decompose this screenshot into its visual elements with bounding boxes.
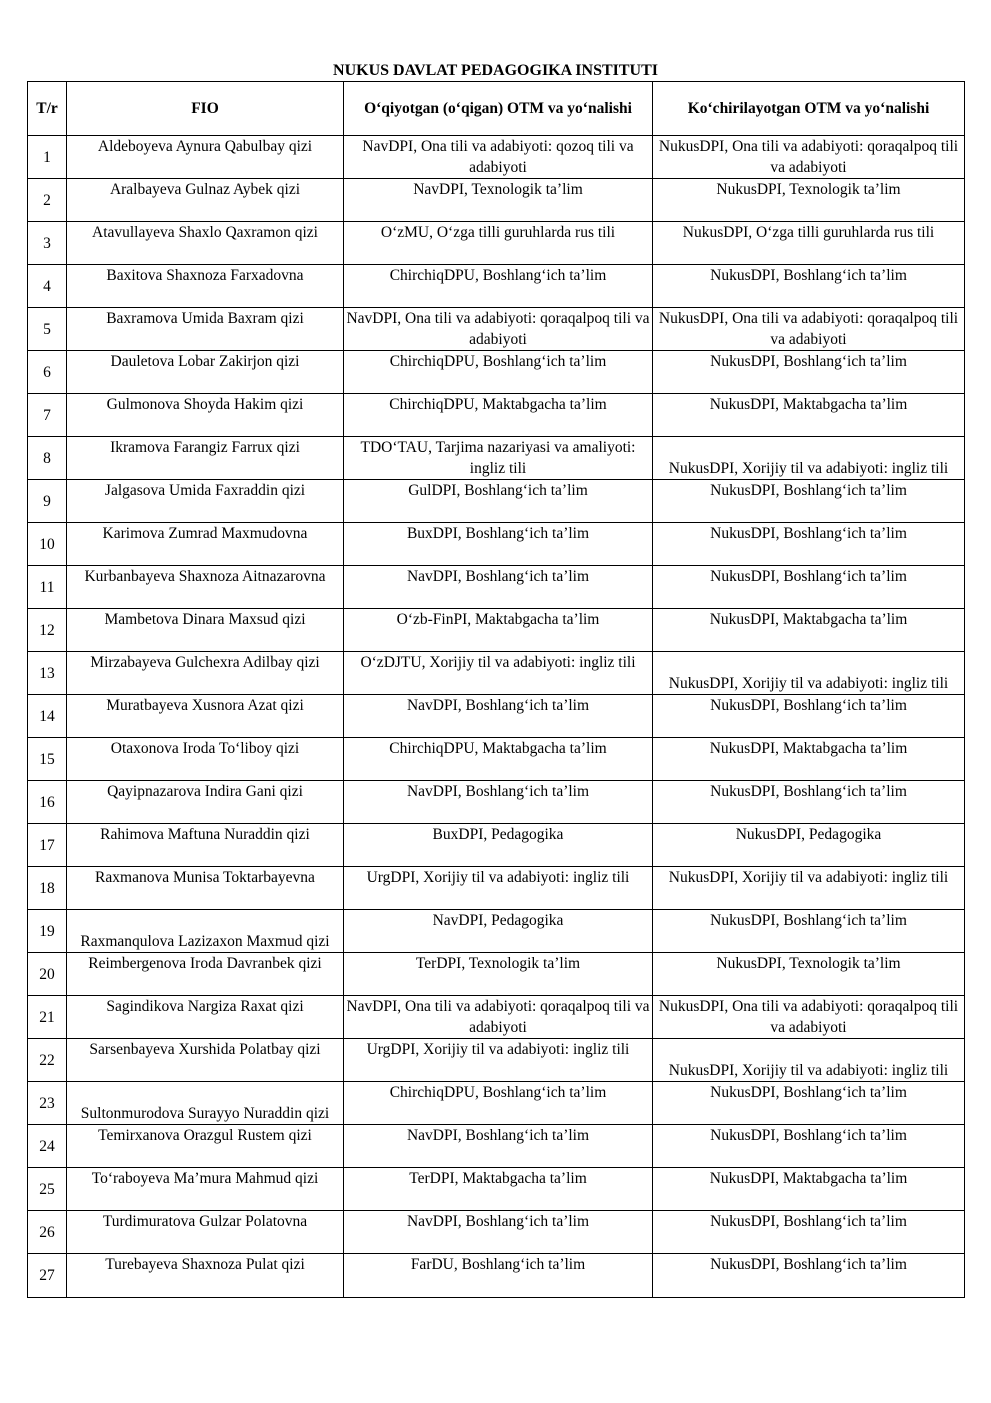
table-row — [28, 1254, 965, 1298]
row-number: 25 — [28, 1168, 67, 1211]
student-name: Atavullayeva Shaxlo Qaxramon qizi — [67, 222, 344, 265]
row-number: 23 — [28, 1082, 67, 1125]
target-university: NukusDPI, Texnologik ta’lim — [653, 179, 965, 222]
target-university: NukusDPI, Xorijiy til va adabiyoti: ingliz tili — [653, 867, 965, 910]
target-university: NukusDPI, Boshlang‘ich ta’lim — [653, 695, 965, 738]
student-name: Turdimuratova Gulzar Polatovna — [67, 1211, 344, 1254]
row-number: 13 — [28, 652, 67, 695]
header-current-university: O‘qiyotgan (o‘qigan) OTM va yo‘nalishi — [344, 82, 653, 136]
table-row — [28, 1125, 965, 1168]
table-row — [28, 351, 965, 394]
current-university: NavDPI, Boshlang‘ich ta’lim — [344, 566, 653, 609]
row-number: 15 — [28, 738, 67, 781]
target-university: NukusDPI, Boshlang‘ich ta’lim — [653, 910, 965, 953]
student-name: Sagindikova Nargiza Raxat qizi — [67, 996, 344, 1039]
student-name: Baxitova Shaxnoza Farxadovna — [67, 265, 344, 308]
target-university: NukusDPI, O‘zga tilli guruhlarda rus tili — [653, 222, 965, 265]
row-number: 14 — [28, 695, 67, 738]
target-university: NukusDPI, Boshlang‘ich ta’lim — [653, 1125, 965, 1168]
current-university: ChirchiqDPU, Maktabgacha ta’lim — [344, 738, 653, 781]
current-university: ChirchiqDPU, Boshlang‘ich ta’lim — [344, 265, 653, 308]
current-university: O‘zDJTU, Xorijiy til va adabiyoti: ingliz tili — [344, 652, 653, 695]
current-university: ChirchiqDPU, Boshlang‘ich ta’lim — [344, 351, 653, 394]
current-university: NavDPI, Boshlang‘ich ta’lim — [344, 781, 653, 824]
student-name: Rahimova Maftuna Nuraddin qizi — [67, 824, 344, 867]
current-university: UrgDPI, Xorijiy til va adabiyoti: ingliz tili — [344, 867, 653, 910]
student-name: Karimova Zumrad Maxmudovna — [67, 523, 344, 566]
current-university: FarDU, Boshlang‘ich ta’lim — [344, 1254, 653, 1298]
table-row — [28, 308, 965, 351]
row-number: 18 — [28, 867, 67, 910]
row-number: 2 — [28, 179, 67, 222]
current-university: NavDPI, Texnologik ta’lim — [344, 179, 653, 222]
student-name: Sarsenbayeva Xurshida Polatbay qizi — [67, 1039, 344, 1082]
student-name: Temirxanova Orazgul Rustem qizi — [67, 1125, 344, 1168]
target-university: NukusDPI, Maktabgacha ta’lim — [653, 394, 965, 437]
student-name: To‘raboyeva Ma’mura Mahmud qizi — [67, 1168, 344, 1211]
target-university: NukusDPI, Maktabgacha ta’lim — [653, 738, 965, 781]
student-name: Sultonmurodova Surayyo Nuraddin qizi — [67, 1082, 344, 1125]
table-row — [28, 1168, 965, 1211]
table-header-row — [28, 82, 965, 136]
current-university: ChirchiqDPU, Boshlang‘ich ta’lim — [344, 1082, 653, 1125]
table-row — [28, 523, 965, 566]
student-name: Qayipnazarova Indira Gani qizi — [67, 781, 344, 824]
target-university: NukusDPI, Boshlang‘ich ta’lim — [653, 1211, 965, 1254]
row-number: 20 — [28, 953, 67, 996]
student-name: Dauletova Lobar Zakirjon qizi — [67, 351, 344, 394]
target-university: NukusDPI, Boshlang‘ich ta’lim — [653, 351, 965, 394]
row-number: 7 — [28, 394, 67, 437]
row-number: 3 — [28, 222, 67, 265]
row-number: 1 — [28, 136, 67, 179]
current-university: O‘zb-FinPI, Maktabgacha ta’lim — [344, 609, 653, 652]
student-name: Baxramova Umida Baxram qizi — [67, 308, 344, 351]
target-university: NukusDPI, Ona tili va adabiyoti: qoraqalpoq tili va adabiyoti — [653, 996, 965, 1039]
target-university: NukusDPI, Maktabgacha ta’lim — [653, 1168, 965, 1211]
current-university: NavDPI, Pedagogika — [344, 910, 653, 953]
table-row — [28, 480, 965, 523]
target-university: NukusDPI, Boshlang‘ich ta’lim — [653, 781, 965, 824]
current-university: TerDPI, Texnologik ta’lim — [344, 953, 653, 996]
current-university: NavDPI, Boshlang‘ich ta’lim — [344, 1125, 653, 1168]
target-university: NukusDPI, Maktabgacha ta’lim — [653, 609, 965, 652]
row-number: 12 — [28, 609, 67, 652]
row-number: 5 — [28, 308, 67, 351]
table-row — [28, 394, 965, 437]
current-university: GulDPI, Boshlang‘ich ta’lim — [344, 480, 653, 523]
table-row — [28, 867, 965, 910]
target-university: NukusDPI, Boshlang‘ich ta’lim — [653, 1254, 965, 1298]
table-row — [28, 1211, 965, 1254]
table-row — [28, 695, 965, 738]
student-name: Aralbayeva Gulnaz Aybek qizi — [67, 179, 344, 222]
row-number: 19 — [28, 910, 67, 953]
row-number: 9 — [28, 480, 67, 523]
current-university: NavDPI, Ona tili va adabiyoti: qoraqalpoq tili va adabiyoti — [344, 308, 653, 351]
table-row — [28, 265, 965, 308]
table-row — [28, 1082, 965, 1125]
current-university: UrgDPI, Xorijiy til va adabiyoti: ingliz tili — [344, 1039, 653, 1082]
row-number: 17 — [28, 824, 67, 867]
target-university: NukusDPI, Ona tili va adabiyoti: qoraqalpoq tili va adabiyoti — [653, 308, 965, 351]
table-row — [28, 566, 965, 609]
row-number: 10 — [28, 523, 67, 566]
current-university: BuxDPI, Boshlang‘ich ta’lim — [344, 523, 653, 566]
student-name: Turebayeva Shaxnoza Pulat qizi — [67, 1254, 344, 1298]
table-row — [28, 179, 965, 222]
current-university: ChirchiqDPU, Maktabgacha ta’lim — [344, 394, 653, 437]
student-name: Jalgasova Umida Faxraddin qizi — [67, 480, 344, 523]
target-university: NukusDPI, Xorijiy til va adabiyoti: ingliz tili — [653, 1039, 965, 1082]
table-row — [28, 781, 965, 824]
row-number: 24 — [28, 1125, 67, 1168]
target-university: NukusDPI, Boshlang‘ich ta’lim — [653, 1082, 965, 1125]
current-university: TDO‘TAU, Tarjima nazariyasi va amaliyoti: ingliz tili — [344, 437, 653, 480]
student-name: Raxmanqulova Lazizaxon Maxmud qizi — [67, 910, 344, 953]
target-university: NukusDPI, Xorijiy til va adabiyoti: ingliz tili — [653, 437, 965, 480]
current-university: NavDPI, Boshlang‘ich ta’lim — [344, 1211, 653, 1254]
current-university: O‘zMU, O‘zga tilli guruhlarda rus tili — [344, 222, 653, 265]
target-university: NukusDPI, Boshlang‘ich ta’lim — [653, 566, 965, 609]
current-university: NavDPI, Ona tili va adabiyoti: qoraqalpoq tili va adabiyoti — [344, 996, 653, 1039]
row-number: 8 — [28, 437, 67, 480]
row-number: 16 — [28, 781, 67, 824]
header-number: T/r — [28, 82, 67, 136]
table-row — [28, 910, 965, 953]
row-number: 11 — [28, 566, 67, 609]
target-university: NukusDPI, Xorijiy til va adabiyoti: ingliz tili — [653, 652, 965, 695]
current-university: TerDPI, Maktabgacha ta’lim — [344, 1168, 653, 1211]
header-fio: FIO — [67, 82, 344, 136]
target-university: NukusDPI, Pedagogika — [653, 824, 965, 867]
table-row — [28, 437, 965, 480]
document-title: NUKUS DAVLAT PEDAGOGIKA INSTITUTI — [333, 62, 658, 79]
student-name: Mambetova Dinara Maxsud qizi — [67, 609, 344, 652]
row-number: 21 — [28, 996, 67, 1039]
student-name: Ikramova Farangiz Farrux qizi — [67, 437, 344, 480]
student-name: Aldeboyeva Aynura Qabulbay qizi — [67, 136, 344, 179]
student-name: Reimbergenova Iroda Davranbek qizi — [67, 953, 344, 996]
table-row — [28, 136, 965, 179]
target-university: NukusDPI, Boshlang‘ich ta’lim — [653, 265, 965, 308]
row-number: 27 — [28, 1254, 67, 1298]
table-row — [28, 738, 965, 781]
student-name: Raxmanova Munisa Toktarbayevna — [67, 867, 344, 910]
student-name: Gulmonova Shoyda Hakim qizi — [67, 394, 344, 437]
students-table — [27, 81, 965, 1298]
table-row — [28, 953, 965, 996]
header-target-university: Ko‘chirilayotgan OTM va yo‘nalishi — [653, 82, 965, 136]
target-university: NukusDPI, Boshlang‘ich ta’lim — [653, 523, 965, 566]
current-university: NavDPI, Boshlang‘ich ta’lim — [344, 695, 653, 738]
table-row — [28, 609, 965, 652]
table-row — [28, 996, 965, 1039]
target-university: NukusDPI, Ona tili va adabiyoti: qoraqalpoq tili va adabiyoti — [653, 136, 965, 179]
student-name: Otaxonova Iroda To‘liboy qizi — [67, 738, 344, 781]
student-name: Mirzabayeva Gulchexra Adilbay qizi — [67, 652, 344, 695]
student-name: Muratbayeva Xusnora Azat qizi — [67, 695, 344, 738]
row-number: 22 — [28, 1039, 67, 1082]
row-number: 6 — [28, 351, 67, 394]
row-number: 4 — [28, 265, 67, 308]
table-row — [28, 222, 965, 265]
table-row — [28, 652, 965, 695]
table-row — [28, 1039, 965, 1082]
current-university: BuxDPI, Pedagogika — [344, 824, 653, 867]
target-university: NukusDPI, Texnologik ta’lim — [653, 953, 965, 996]
target-university: NukusDPI, Boshlang‘ich ta’lim — [653, 480, 965, 523]
table-body — [28, 136, 965, 1298]
row-number: 26 — [28, 1211, 67, 1254]
table-row — [28, 824, 965, 867]
current-university: NavDPI, Ona tili va adabiyoti: qozoq tili va adabiyoti — [344, 136, 653, 179]
student-name: Kurbanbayeva Shaxnoza Aitnazarovna — [67, 566, 344, 609]
